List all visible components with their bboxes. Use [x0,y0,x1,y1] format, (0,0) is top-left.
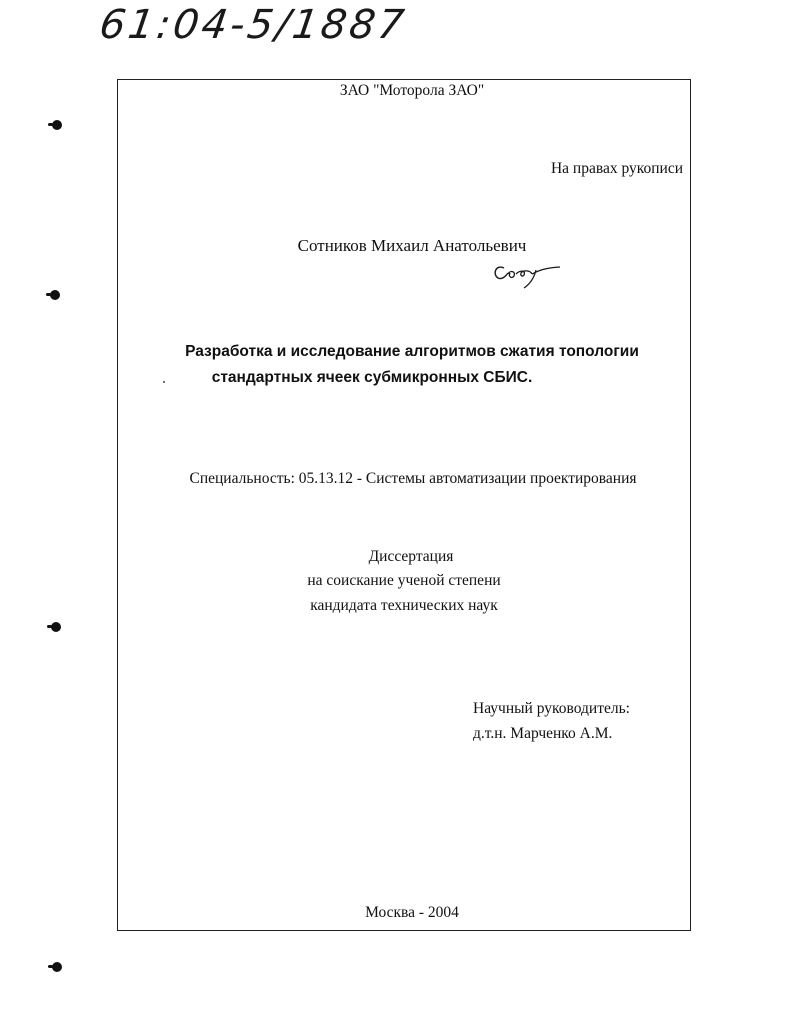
scan-speck [163,381,165,383]
degree-name-line: кандидата технических наук [310,597,498,614]
degree-purpose-line: на соискание ученой степени [307,572,501,589]
supervisor-name: д.т.н. Марченко А.М. [473,725,613,742]
catalog-number-handwritten: 61:04-5/1887 [96,2,410,48]
binding-hole-mark [52,962,62,972]
author-signature [490,258,562,292]
title-page-frame [117,79,691,931]
dissertation-label: Диссертация [368,548,454,565]
city-year: Москва - 2004 [365,904,459,921]
binding-hole-mark [52,120,62,130]
rights-note: На правах рукописи [550,160,683,177]
organization-name: ЗАО "Моторола ЗАО" [339,82,485,99]
binding-hole-mark [50,290,60,300]
specialty-line: Специальность: 05.13.12 - Системы автоматизации проектирования [189,470,637,487]
binding-hole-mark [51,622,61,632]
author-name: Сотников Михаил Анатольевич [297,236,527,255]
dissertation-title-line-1: Разработка и исследование алгоритмов сжатия топологии [185,343,639,360]
supervisor-label: Научный руководитель: [473,700,630,717]
dissertation-title-line-2: стандартных ячеек субмикронных СБИС. [211,369,533,386]
